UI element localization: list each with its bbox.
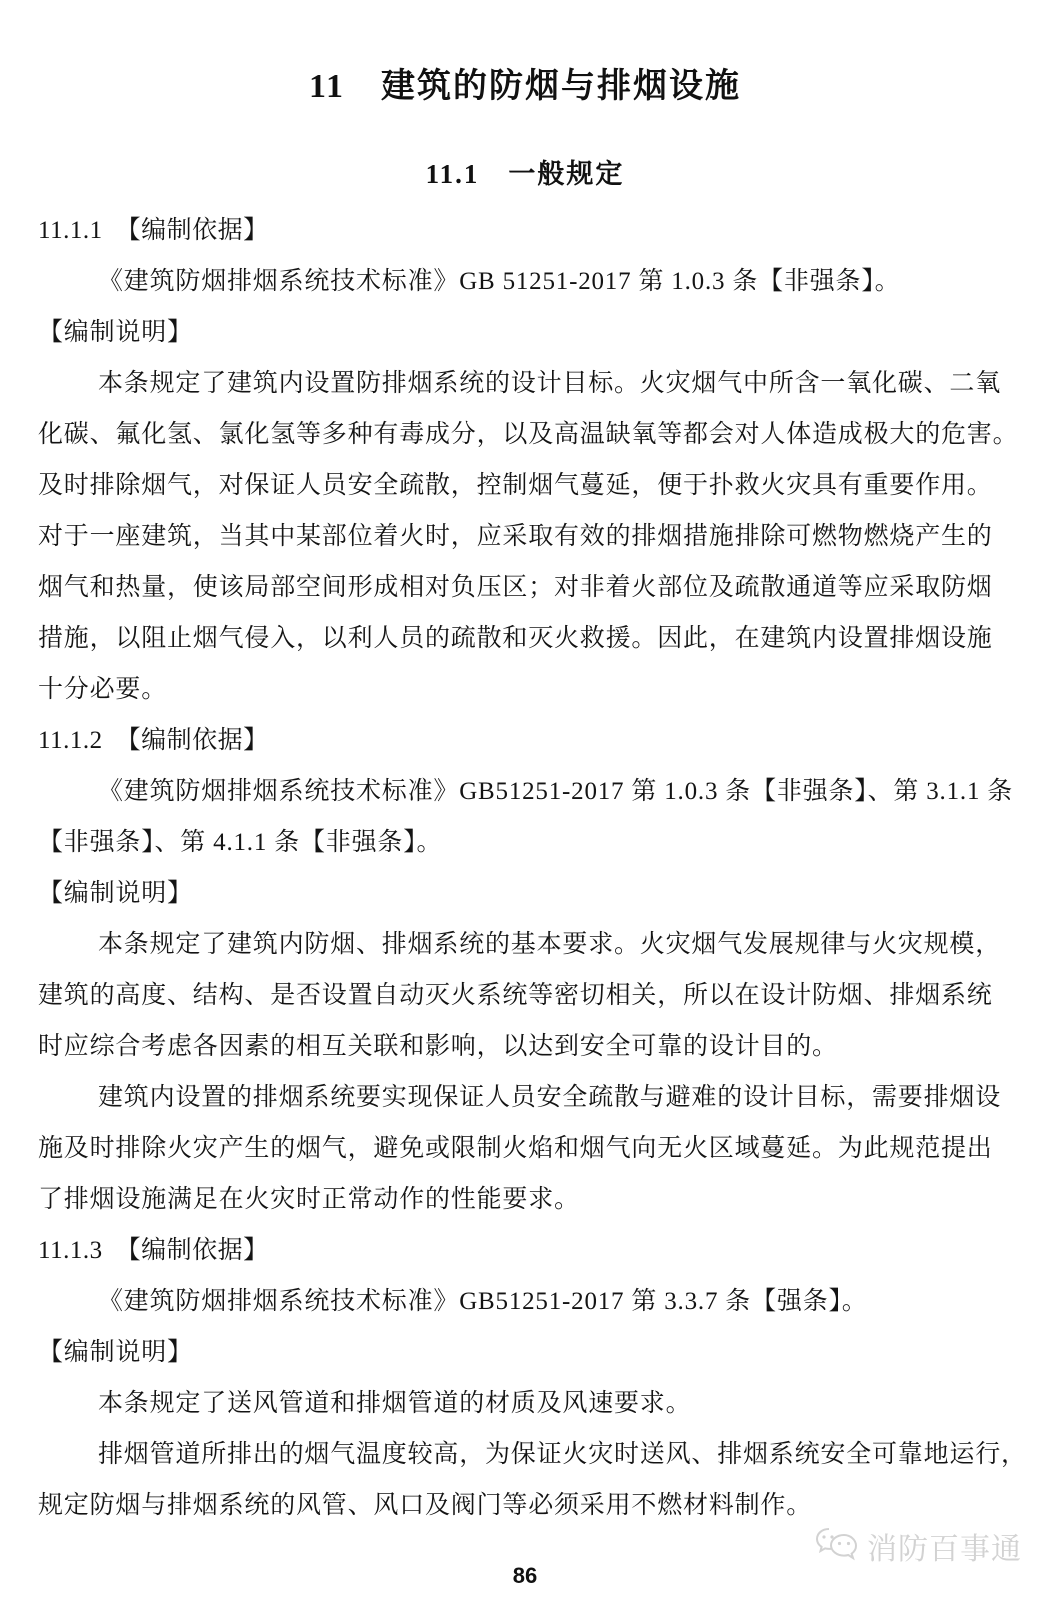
chapter-title: 11 建筑的防烟与排烟设施	[308, 68, 742, 105]
text-line: 建筑内设置的排烟系统要实现保证人员安全疏散与避难的设计目标，需要排烟设	[98, 1084, 1002, 1111]
watermark-text: 消防百事通	[867, 1533, 1022, 1566]
text-line: 十分必要。	[38, 676, 168, 703]
document-body	[38, 205, 1027, 1531]
text-line: 《建筑防烟排烟系统技术标准》GB51251-2017 第 1.0.3 条【非强条】、第 3.1.1 条	[98, 778, 1014, 805]
text-line: 规定防烟与排烟系统的风管、风口及阀门等必须采用不燃材料制作。	[38, 1492, 813, 1519]
text-line: 施及时排除火灾产生的烟气，避免或限制火焰和烟气向无火区域蔓延。为此规范提出	[38, 1135, 993, 1162]
watermark	[813, 1524, 1022, 1568]
text-line: 建筑的高度、结构、是否设置自动灭火系统等密切相关，所以在设计防烟、排烟系统	[38, 982, 993, 1009]
text-line: 本条规定了建筑内设置防排烟系统的设计目标。火灾烟气中所含一氧化碳、二氧	[98, 370, 1002, 397]
text-line: 及时排除烟气，对保证人员安全疏散，控制烟气蔓延，便于扑救火灾具有重要作用。	[38, 472, 993, 499]
clause-heading: 11.1.3 【编制依据】	[38, 1237, 269, 1264]
text-line: 本条规定了送风管道和排烟管道的材质及风速要求。	[98, 1390, 692, 1417]
text-line: 【编制说明】	[38, 880, 193, 907]
chat-bubbles-icon	[813, 1526, 861, 1566]
text-line: 【编制说明】	[38, 1339, 193, 1366]
text-line: 【编制说明】	[38, 319, 193, 346]
text-line: 烟气和热量，使该局部空间形成相对负压区；对非着火部位及疏散通道等应采取防烟	[38, 574, 993, 601]
clause-heading: 11.1.2 【编制依据】	[38, 727, 269, 754]
text-line: 《建筑防烟排烟系统技术标准》GB 51251-2017 第 1.0.3 条【非强条】。	[98, 268, 901, 295]
page-number: 86	[512, 1563, 538, 1588]
section-heading: 11.1 一般规定	[425, 159, 625, 189]
text-line: 本条规定了建筑内防烟、排烟系统的基本要求。火灾烟气发展规律与火灾规模，	[98, 931, 1002, 958]
text-line: 措施，以阻止烟气侵入，以利人员的疏散和灭火救援。因此，在建筑内设置排烟设施	[38, 625, 993, 652]
text-line: 《建筑防烟排烟系统技术标准》GB51251-2017 第 3.3.7 条【强条】。	[98, 1288, 868, 1315]
text-line: 对于一座建筑，当其中某部位着火时，应采取有效的排烟措施排除可燃物燃烧产生的	[38, 523, 993, 550]
text-line: 化碳、氟化氢、氯化氢等多种有毒成分，以及高温缺氧等都会对人体造成极大的危害。	[38, 421, 1019, 448]
text-line: 了排烟设施满足在火灾时正常动作的性能要求。	[38, 1186, 580, 1213]
clause-heading: 11.1.1 【编制依据】	[38, 217, 269, 244]
text-line: 排烟管道所排出的烟气温度较高，为保证火灾时送风、排烟系统安全可靠地运行，	[98, 1441, 1027, 1468]
text-line: 时应综合考虑各因素的相互关联和影响，以达到安全可靠的设计目的。	[38, 1033, 838, 1060]
text-line: 【非强条】、第 4.1.1 条【非强条】。	[38, 829, 443, 856]
